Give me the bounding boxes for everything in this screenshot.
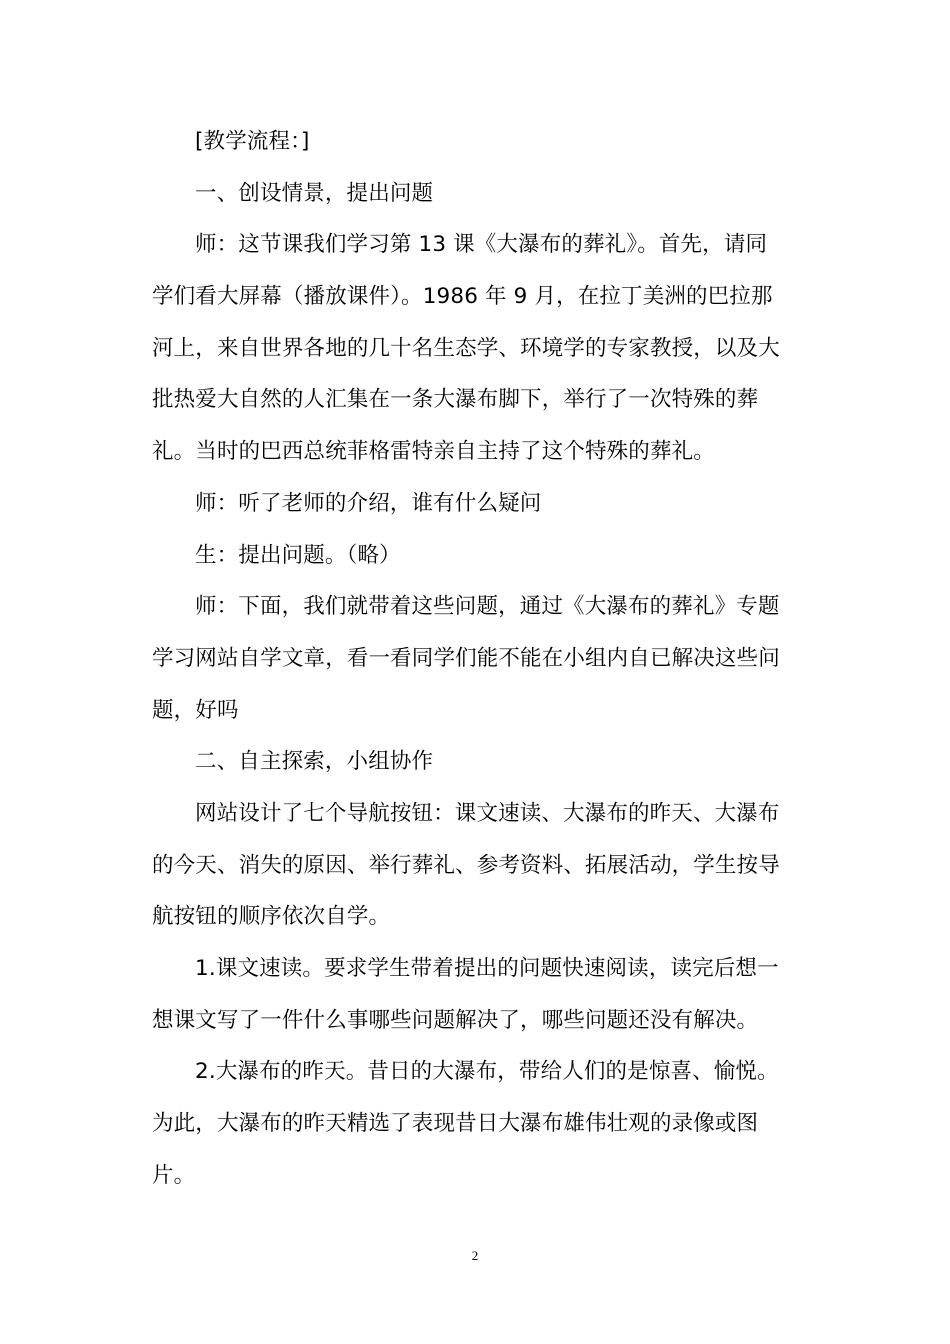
text-line: 师：听了老师的介绍，谁有什么疑问 [195, 490, 542, 516]
text-line: 片。 [152, 1162, 196, 1188]
section-heading: 二、自主探索，小组协作 [195, 749, 434, 775]
text-line: 题，好吗 [152, 697, 239, 723]
text-line: 1.课文速读。要求学生带着提出的问题快速阅读，读完后想一 [195, 956, 779, 981]
text-line: 2.大瀑布的昨天。昔日的大瀑布，带给人们的是惊喜、愉悦。 [195, 1059, 779, 1085]
text-line: 为此，大瀑布的昨天精选了表现昔日大瀑布雄伟壮观的录像或图 [152, 1111, 759, 1137]
text-line: 网站设计了七个导航按钮：课文速读、大瀑布的昨天、大瀑布 [195, 800, 780, 826]
text-line: 学们看大屏幕（播放课件）。1986 年 9 月，在拉丁美洲的巴拉那 [152, 284, 773, 310]
text-line: 学习网站自学文章，看一看同学们能不能在小组内自已解决这些问 [152, 645, 780, 671]
text-line: 师：下面，我们就带着这些问题，通过《大瀑布的葬礼》专题 [195, 594, 780, 620]
text-line: 批热爱大自然的人汇集在一条大瀑布脚下，举行了一次特殊的葬 [152, 387, 759, 413]
section-heading: 一、创设情景，提出问题 [195, 180, 434, 206]
text-line: [教学流程：] [195, 129, 310, 154]
text-line: 航按钮的顺序依次自学。 [152, 904, 391, 930]
text-line: 生：提出问题。（略） [195, 542, 401, 568]
text-line: 想课文写了一件什么事哪些问题解决了，哪些问题还没有解决。 [152, 1007, 759, 1033]
text-line: 礼。当时的巴西总统菲格雷特亲自主持了这个特殊的葬礼。 [152, 439, 715, 465]
document-body [152, 116, 802, 1201]
page-number: 2 [471, 1248, 479, 1263]
text-line: 师：这节课我们学习第 13 课《大瀑布的葬礼》。首先，请同 [195, 232, 768, 258]
text-line: 的今天、消失的原因、举行葬礼、参考资料、拓展活动，学生按导 [152, 852, 780, 878]
text-line: 河上，来自世界各地的几十名生态学、环境学的专家教授，以及大 [152, 335, 780, 361]
